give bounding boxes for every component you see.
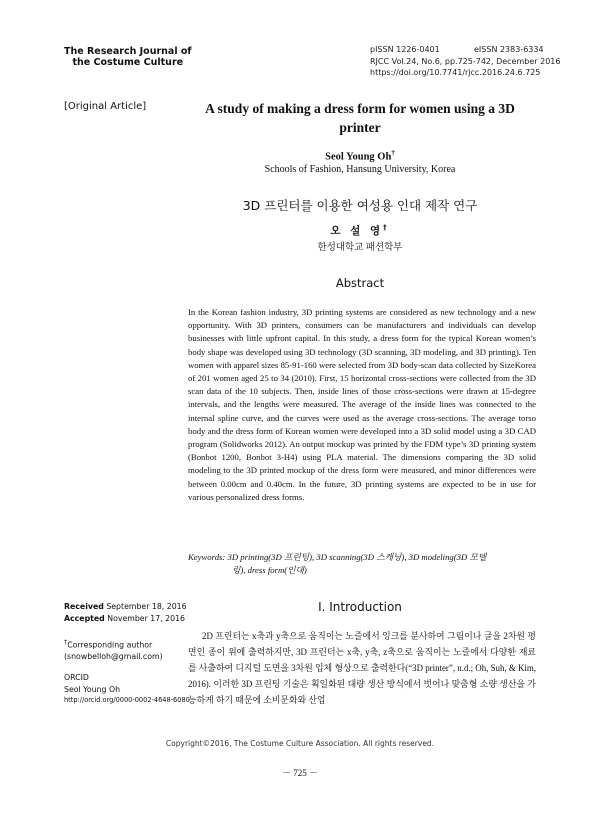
orcid-label: ORCID — [64, 673, 89, 682]
keywords — [188, 551, 536, 577]
intro-body — [188, 628, 536, 708]
intro-paragraph: 2D 프린터는 x축과 y축으로 움직이는 노즐에서 잉크를 분사하여 그림이나 글을 2차원 평면인 종이 위에 출력하지만, 3D 프린터는 x축, y축, z축으로 움직이는 노즐에서 다양한 재료를 사출하여 디지털 도면을 3차원 입체 형상으로 출력한다(“3D printer”, n.d.; Oh, Suh, & Kim, 2016). 이러한 3D 프린팅 기술은 획일화된 대량 생산 방식에서 벗어나 맞춤형 소량 생산을 가능하게 하기 때문에 소비문화와 산업 — [188, 631, 536, 705]
orcid-link[interactable]: http://orcid.org/0000-0002-4648-6080 — [64, 696, 190, 704]
eissn: eISSN 2383-6334 — [474, 45, 544, 54]
orcid-name: Seol Young Oh — [64, 684, 121, 694]
journal-name — [64, 46, 192, 68]
received-label: Received — [64, 602, 104, 611]
orcid-block — [64, 672, 190, 707]
abstract-heading: Abstract — [335, 276, 385, 290]
title-en: A study of making a dress form for women using a 3D printer — [205, 101, 515, 135]
keywords-line1: 3D printing(3D 프린팅), 3D scanning(3D 스캐닝), 3D modeling(3D 모델 — [227, 552, 487, 562]
affiliation-ko: 한성대학교 패션학부 — [317, 243, 403, 253]
author-en-mark: † — [391, 149, 395, 157]
citation: RJCC Vol.24, No.6, pp.725-742, December 2016 — [370, 56, 561, 66]
author-ko-name: 오 설 영 — [330, 225, 384, 237]
intro-heading: I. Introduction — [318, 600, 402, 614]
affiliation-en: Schools of Fashion, Hansung University, Korea — [264, 164, 456, 175]
journal-name-line1: The Research Journal of — [64, 46, 192, 57]
accepted-label: Accepted — [64, 613, 105, 623]
accepted-date: November 17, 2016 — [107, 613, 185, 623]
article-type: [Original Article] — [64, 101, 147, 112]
author-en-name: Seol Young Oh — [325, 151, 392, 163]
pissn: pISSN 1226-0401 — [370, 45, 440, 54]
received-date: September 18, 2016 — [106, 602, 187, 611]
received-accepted — [64, 601, 187, 624]
corr-mark: † — [64, 638, 68, 646]
corr-label: Corresponding author — [67, 640, 153, 650]
corresponding-author — [64, 637, 163, 663]
title-ko: 3D 프린터를 이용한 여성용 인대 제작 연구 — [242, 198, 478, 213]
author-ko-mark: † — [383, 223, 390, 232]
author-ko — [190, 223, 530, 238]
abstract-body: In the Korean fashion industry, 3D printing systems are considered as new technology and a new opportunity. With 3D printers, consumers can be manufacturers and individuals can develop businesses with little upfront capital. In this study, a dress form for the typical Korean women’s body shape was developed using 3D technology (3D scanning, 3D modeling, and 3D printing). Ten women with apparel sizes 85-91-160 were selected from 3D body-scan data collected by SizeKorea of 201 women aged 25 to 34 (2010). First, 15 horizontal cross-sections were collected from the 3D scan data of the 10 subjects. Then, inside lines of those cross-sections were drawn at 15-degree intervals, and the lengths were measured. The average of the inside lines was connected to the internal spline curve, and the curves were used as the average cross-sections. The average torso body and the dress form of Korean women were developed into a 3D solid model using a 3D CAD program (Solidworks 2012). An output mockup was printed by the FDM type’s 3D printing system (Bonbot 1200, Bonbot 3-H4) using PLA material. The dimensions comparing the 3D solid modeling to the 3D printed mockup of the dress form were measured, and minor differences were between 0.00cm and 0.40cm. In the future, 3D printing systems are expected to be in use for various personalized dress forms. — [188, 307, 536, 502]
journal-name-line2: the Costume Culture — [72, 57, 184, 68]
author-en — [190, 149, 530, 163]
doi-link[interactable]: https://doi.org/10.7741/rjcc.2016.24.6.725 — [370, 68, 541, 77]
corr-email[interactable]: (snowbelloh@gmail.com) — [64, 652, 163, 662]
keywords-line2: 링), dress form(인대) — [232, 565, 307, 575]
page-number: － 725 － — [281, 768, 318, 778]
keywords-label: Keywords: — [188, 552, 226, 562]
journal-issn-block — [370, 44, 560, 79]
copyright: Copyright©2016, The Costume Culture Association. All rights reserved. — [165, 739, 435, 748]
